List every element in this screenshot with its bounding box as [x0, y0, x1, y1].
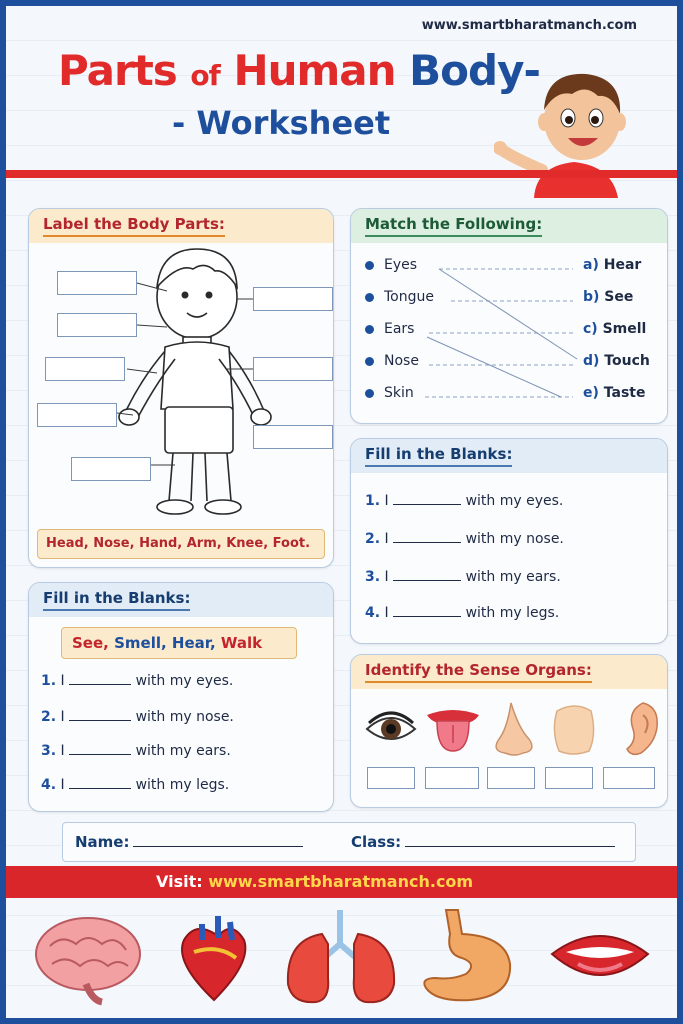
fill-left-item-1: 1. I with my eyes.	[41, 673, 234, 689]
fill-right-item-3: 3. I with my ears.	[365, 569, 561, 585]
class-field[interactable]: Class:	[351, 833, 615, 851]
word-bank-smell: Smell,	[114, 634, 167, 652]
label-answer-box-1[interactable]	[57, 271, 137, 295]
sense-section-title: Identify the Sense Organs:	[351, 655, 667, 689]
word-bank-see: See,	[72, 634, 109, 652]
answer-blank[interactable]	[393, 541, 461, 543]
name-field[interactable]: Name:	[75, 833, 303, 851]
answer-blank[interactable]	[69, 753, 131, 755]
title-word-human: Human	[233, 46, 396, 95]
heart-icon	[182, 916, 245, 1000]
brain-icon	[36, 918, 140, 1002]
fill-blanks-card-left	[28, 582, 334, 812]
title-word-of: of	[190, 59, 220, 92]
organs-strip	[6, 904, 677, 1018]
match-right-item-d: d) Touch	[583, 353, 650, 369]
fill-left-item-4: 4. I with my legs.	[41, 777, 230, 793]
label-answer-box-6[interactable]	[253, 287, 333, 311]
sense-answer-box-4[interactable]	[545, 767, 593, 789]
label-answer-box-3[interactable]	[45, 357, 125, 381]
fill-right-item-4: 4. I with my legs.	[365, 605, 560, 621]
match-left-item-4: Nose	[365, 353, 419, 369]
fill-right-item-1: 1. I with my eyes.	[365, 493, 564, 509]
label-body-parts-card	[28, 208, 334, 568]
answer-blank[interactable]	[393, 579, 461, 581]
bullet-dot	[365, 357, 374, 366]
sense-answer-box-5[interactable]	[603, 767, 655, 789]
fill-left-item-2: 2. I with my nose.	[41, 709, 234, 725]
visit-label: Visit:	[156, 872, 203, 891]
bullet-dot	[365, 261, 374, 270]
name-blank[interactable]	[133, 845, 303, 847]
match-left-item-3: Ears	[365, 321, 414, 337]
bullet-dot	[365, 325, 374, 334]
header-divider	[6, 170, 677, 178]
visit-url-link[interactable]: www.smartbharatmanch.com	[208, 872, 474, 891]
match-right-item-c: c) Smell	[583, 321, 647, 337]
mouth-icon	[552, 936, 648, 975]
site-url-top: www.smartbharatmanch.com	[421, 18, 637, 33]
match-section-title: Match the Following:	[351, 209, 667, 243]
word-bank-hear: Hear,	[171, 634, 216, 652]
bullet-dot	[365, 293, 374, 302]
label-section-title: Label the Body Parts:	[29, 209, 333, 243]
answer-blank[interactable]	[393, 503, 461, 505]
match-left-item-2: Tongue	[365, 289, 434, 305]
sense-organs-card	[350, 654, 668, 808]
class-blank[interactable]	[405, 845, 615, 847]
label-answer-box-4[interactable]	[37, 403, 117, 427]
fill-word-bank	[61, 627, 297, 659]
word-bank-walk: Walk	[220, 634, 263, 652]
bullet-dot	[365, 389, 374, 398]
skin-icon	[549, 701, 599, 757]
answer-blank[interactable]	[69, 683, 131, 685]
answer-blank[interactable]	[393, 615, 461, 617]
title-word-parts: Parts	[58, 46, 177, 95]
sense-answer-box-2[interactable]	[425, 767, 479, 789]
fill-right-item-2: 2. I with my nose.	[365, 531, 564, 547]
nose-icon	[489, 699, 539, 759]
match-right-item-a: a) Hear	[583, 257, 642, 273]
ear-icon	[613, 699, 661, 759]
fill-blanks-card-right	[350, 438, 668, 644]
match-right-item-b: b) See	[583, 289, 634, 305]
answer-blank[interactable]	[69, 787, 131, 789]
fill-left-item-3: 3. I with my ears.	[41, 743, 231, 759]
label-answer-box-5[interactable]	[71, 457, 151, 481]
title-word-body: Body	[409, 46, 524, 95]
match-following-card	[350, 208, 668, 424]
fill-left-title: Fill in the Blanks:	[29, 583, 333, 617]
match-left-item-1: Eyes	[365, 257, 417, 273]
label-word-list: Head, Nose, Hand, Arm, Knee, Foot.	[37, 529, 325, 559]
visit-banner	[6, 866, 677, 898]
answer-blank[interactable]	[69, 719, 131, 721]
label-answer-box-8[interactable]	[253, 425, 333, 449]
sense-answer-box-3[interactable]	[487, 767, 535, 789]
tongue-icon	[423, 701, 483, 757]
label-answer-box-7[interactable]	[253, 357, 333, 381]
match-right-item-e: e) Taste	[583, 385, 646, 401]
title-dash: -	[523, 46, 540, 95]
lungs-icon	[288, 910, 394, 1002]
fill-right-title: Fill in the Blanks:	[351, 439, 667, 473]
stomach-icon	[424, 910, 510, 1000]
eye-icon	[363, 703, 419, 753]
page-title-line-2: - Worksheet	[172, 104, 391, 142]
label-answer-box-2[interactable]	[57, 313, 137, 337]
sense-answer-box-1[interactable]	[367, 767, 415, 789]
name-class-bar	[62, 822, 636, 862]
match-left-item-5: Skin	[365, 385, 414, 401]
page-title-line-1	[58, 46, 540, 95]
